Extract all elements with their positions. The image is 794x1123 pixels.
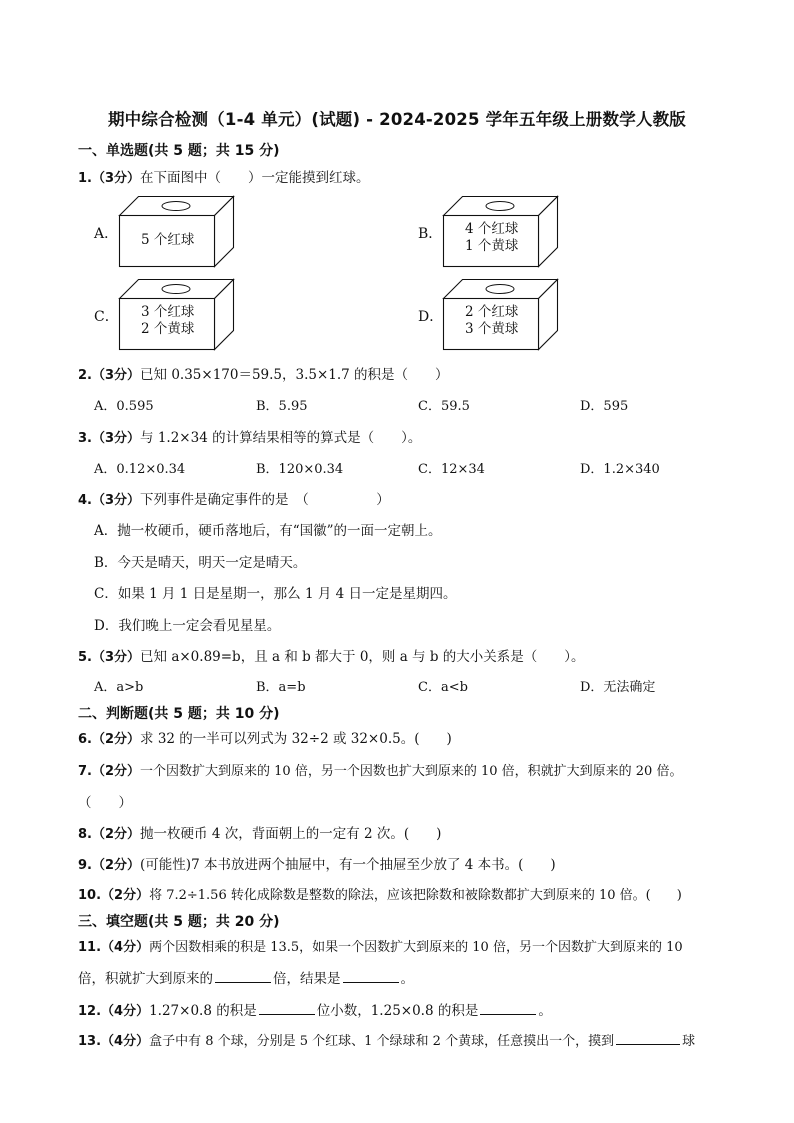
option-label-a: A． xyxy=(94,226,119,242)
section-heading-single-choice: 一、单选题(共 5 题；共 15 分) xyxy=(78,143,280,159)
question-number: 10. xyxy=(78,888,102,903)
question-text: 求 32 的一半可以列式为 32÷2 或 32×0.5。( ) xyxy=(140,731,452,747)
option-label-d: D． xyxy=(418,309,444,325)
q4-option-d: D．我们晚上一定会看见星星。 xyxy=(94,618,281,634)
q2-option-c: C．59.5 xyxy=(418,399,470,414)
question-number: 11. xyxy=(78,940,102,955)
question-text: 与 1.2×34 的计算结果相等的算式是（ ）。 xyxy=(140,430,422,446)
question-score: （2分） xyxy=(91,732,141,747)
question-text: 两个因数相乘的积是 13.5，如果一个因数扩大到原来的 10 倍，另一个因数扩大到原来的 10 xyxy=(149,940,683,955)
box-d-line-1: 2 个红球 xyxy=(465,304,519,320)
question-5 xyxy=(78,645,585,665)
question-score: （4分） xyxy=(101,1034,150,1049)
answer-blank[interactable] xyxy=(480,1000,536,1015)
question-score: （2分） xyxy=(91,827,141,842)
answer-blank[interactable] xyxy=(616,1030,680,1045)
question-text: 1.27×0.8 的积是 xyxy=(149,1003,257,1019)
box-d-line-2: 3 个黄球 xyxy=(465,321,519,337)
question-13 xyxy=(78,1030,695,1049)
question-text: 一个因数扩大到原来的 10 倍，另一个因数也扩大到原来的 10 倍，积就扩大到原来的 20 倍。 xyxy=(140,764,683,779)
question-score: （3分） xyxy=(91,650,141,665)
box-b-figure xyxy=(443,196,561,268)
question-text: (可能性)7 本书放进两个抽屉中，有一个抽屉至少放了 4 本书。( ) xyxy=(140,857,556,873)
q3-option-c: C．12×34 xyxy=(418,462,485,477)
question-score: （3分） xyxy=(91,368,141,383)
question-score: （2分） xyxy=(91,764,141,779)
box-b-line-2: 1 个黄球 xyxy=(465,238,519,254)
q5-option-a: A．a>b xyxy=(94,680,144,695)
question-score: （2分） xyxy=(91,858,141,873)
question-score: （4分） xyxy=(101,1004,150,1019)
question-text: 已知 a×0.89=b，且 a 和 b 都大于 0，则 a 与 b 的大小关系是（ ）。 xyxy=(140,649,585,665)
section-heading-true-false: 二、判断题(共 5 题；共 10 分) xyxy=(78,706,280,722)
question-score: （2分） xyxy=(101,888,150,903)
section-heading-fill-blank: 三、填空题(共 5 题；共 20 分) xyxy=(78,914,280,930)
question-score: （3分） xyxy=(91,431,141,446)
box-c-figure xyxy=(119,279,237,351)
box-a-line-1: 5 个红球 xyxy=(141,232,195,248)
q4-option-a: A．抛一枚硬币，硬币落地后，有“国徽”的一面一定朝上。 xyxy=(94,523,442,539)
answer-blank[interactable] xyxy=(259,1000,315,1015)
question-9 xyxy=(78,853,556,873)
question-8 xyxy=(78,822,441,842)
question-number: 7. xyxy=(78,764,92,779)
question-text: 已知 0.35×170＝59.5，3.5×1.7 的积是（ ） xyxy=(140,367,449,383)
question-number: 5. xyxy=(78,650,92,665)
q3-option-a: A．0.12×0.34 xyxy=(94,462,186,477)
answer-blank[interactable] xyxy=(215,968,271,983)
question-number: 12. xyxy=(78,1004,102,1019)
q2-option-a: A．0.595 xyxy=(94,399,154,414)
q5-option-d: D．无法确定 xyxy=(580,680,656,695)
q5-option-b: B．a=b xyxy=(256,680,306,695)
q3-option-b: B．120×0.34 xyxy=(256,462,344,477)
question-number: 1. xyxy=(78,171,92,186)
question-10 xyxy=(78,884,682,903)
question-number: 8. xyxy=(78,827,92,842)
question-text: 抛一枚硬币 4 次，背面朝上的一定有 2 次。( ) xyxy=(140,826,442,842)
question-11 xyxy=(78,936,683,955)
question-text: 将 7.2÷1.56 转化成除数是整数的除法，应该把除数和被除数都扩大到原来的 10 倍。( ) xyxy=(149,888,682,903)
q4-option-b: B．今天是晴天，明天一定是晴天。 xyxy=(94,555,307,571)
question-3 xyxy=(78,426,421,446)
question-7 xyxy=(78,760,682,779)
q5-option-c: C．a<b xyxy=(418,680,468,695)
question-score: （3分） xyxy=(91,493,141,508)
q3-option-d: D．1.2×340 xyxy=(580,462,660,477)
question-number: 3. xyxy=(78,431,92,446)
box-a-figure xyxy=(119,196,237,268)
box-c-line-2: 2 个黄球 xyxy=(141,321,195,337)
q2-option-b: B．5.95 xyxy=(256,399,308,414)
question-text: 位小数，1.25×0.8 的积是 xyxy=(316,1003,479,1019)
question-text: 。 xyxy=(538,1003,552,1019)
box-b-line-1: 4 个红球 xyxy=(465,221,519,237)
question-7-continuation: （ ） xyxy=(78,795,132,811)
question-text: 倍，积就扩大到原来的 xyxy=(78,971,213,987)
question-score: （3分） xyxy=(91,171,141,186)
answer-blank[interactable] xyxy=(343,968,399,983)
q2-option-d: D．595 xyxy=(580,399,629,414)
page-title: 期中综合检测（1-4 单元）(试题) - 2024-2025 学年五年级上册数学人教版 xyxy=(107,110,686,129)
option-label-c: C． xyxy=(94,309,119,325)
option-label-b: B． xyxy=(418,226,443,242)
box-d-figure xyxy=(443,279,561,351)
question-number: 13. xyxy=(78,1034,102,1049)
question-6 xyxy=(78,727,452,747)
question-12 xyxy=(78,999,552,1019)
question-text: 球 xyxy=(682,1034,696,1049)
box-c-line-1: 3 个红球 xyxy=(141,304,195,320)
question-number: 4. xyxy=(78,493,92,508)
question-4 xyxy=(78,488,390,508)
question-number: 2. xyxy=(78,368,92,383)
question-number: 9. xyxy=(78,858,92,873)
question-text: 在下面图中（ ）一定能摸到红球。 xyxy=(140,170,370,186)
question-text: 。 xyxy=(400,971,414,987)
question-1 xyxy=(78,166,370,186)
question-number: 6. xyxy=(78,732,92,747)
q4-option-c: C．如果 1 月 1 日是星期一，那么 1 月 4 日一定是星期四。 xyxy=(94,586,457,602)
question-11-continuation xyxy=(78,967,414,987)
question-2 xyxy=(78,363,449,383)
question-text: 盒子中有 8 个球，分别是 5 个红球、1 个绿球和 2 个黄球，任意摸出一个，摸到 xyxy=(149,1034,615,1049)
question-text: 下列事件是确定事件的是 （ ） xyxy=(140,492,390,508)
question-text: 倍，结果是 xyxy=(273,971,341,987)
question-score: （4分） xyxy=(101,940,150,955)
